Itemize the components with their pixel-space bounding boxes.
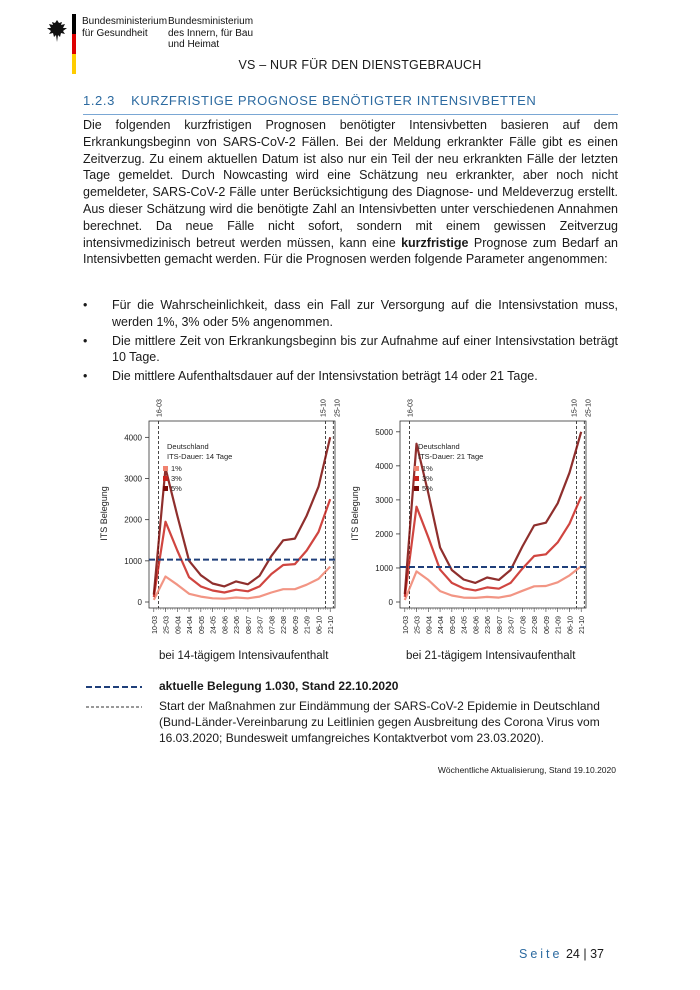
list-item <box>83 297 618 331</box>
y-axis-label: ITS Belegung <box>99 486 109 541</box>
chart-caption-14-days: bei 14-tägigem Intensivaufenthalt <box>159 650 329 662</box>
vline-label: 15-10 <box>571 399 579 417</box>
list-item-text: Die mittlere Zeit von Erkrankungsbeginn bis zur Aufnahme auf einer Intensivstation beträgt 10 Tage. <box>112 333 618 365</box>
section-heading <box>83 93 618 115</box>
legend-swatch <box>163 486 168 491</box>
vline-label: 16-03 <box>407 399 415 417</box>
classification-label: VS – NUR FÜR DEN DIENSTGEBRAUCH <box>238 58 482 72</box>
legend-label: 5% <box>171 484 182 493</box>
footer-seite-label: Seite <box>518 947 563 961</box>
bullet-icon: • <box>83 298 88 312</box>
x-tick-label: 10-03 <box>151 616 159 634</box>
vline-label: 25-10 <box>585 399 593 417</box>
x-tick-label: 09-04 <box>426 616 434 634</box>
section-number: 1.2.3 <box>83 93 115 108</box>
x-tick-label: 24-05 <box>461 616 469 634</box>
chart-inner-label: Deutschland <box>167 442 209 451</box>
x-tick-label: 06-10 <box>567 616 575 634</box>
vline-label: 15-10 <box>320 399 328 417</box>
x-tick-label: 08-06 <box>222 616 230 634</box>
ministry-interior-line: und Heimat <box>168 39 220 50</box>
footer-total-pages: 37 <box>590 947 604 961</box>
x-tick-label: 21-10 <box>579 616 587 634</box>
its-chart-14-days <box>95 395 345 645</box>
legend-swatch <box>414 466 419 471</box>
footer-separator: | <box>583 947 587 961</box>
list-item <box>83 368 618 385</box>
legend-current-occupancy <box>86 678 621 694</box>
x-tick-label: 07-08 <box>520 616 528 634</box>
x-tick-label: 09-05 <box>449 616 457 634</box>
legend-label: 3% <box>171 474 182 483</box>
x-tick-label: 24-05 <box>210 616 218 634</box>
ministry-interior-logo <box>168 16 253 51</box>
y-tick-label: 1000 <box>375 563 393 573</box>
ministry-health-line: Bundesministerium <box>82 16 168 27</box>
y-tick-label: 5000 <box>375 427 393 437</box>
page-footer <box>519 947 604 961</box>
x-tick-label: 22-08 <box>532 616 540 634</box>
ministry-interior-line: des Innern, für Bau <box>168 27 254 39</box>
series-line-1pct <box>405 566 581 600</box>
x-tick-label: 21-09 <box>304 616 312 634</box>
ministry-health-line: für Gesundheit <box>82 27 148 39</box>
x-tick-label: 06-09 <box>543 616 551 634</box>
x-tick-label: 06-10 <box>316 616 324 634</box>
legend-swatch <box>414 486 419 491</box>
ministry-health-logo <box>82 16 167 39</box>
y-tick-label: 2000 <box>375 529 393 539</box>
y-axis-label: ITS Belegung <box>350 486 360 541</box>
x-tick-label: 25-03 <box>163 616 171 634</box>
chart-caption-21-days: bei 21-tägigem Intensivaufenthalt <box>406 650 576 662</box>
legend-label: 3% <box>422 474 433 483</box>
legend-swatch <box>163 466 168 471</box>
bullet-icon: • <box>83 333 88 348</box>
x-tick-label: 09-04 <box>175 616 183 634</box>
paragraph-text: Prognose zum Bedarf an Intensivbetten gemacht werden. Für die Prognosen werden folgende Parameter angenommen: <box>83 235 618 267</box>
intro-paragraph <box>83 117 618 268</box>
x-tick-label: 24-04 <box>187 616 195 634</box>
paragraph-text: Die folgenden kurzfristigen Prognosen benötigter Intensivbetten basieren auf dem Erkrankungsbeginn von SARS-CoV-2 Fällen. Bei der Meldung erkrankter Fälle gibt es einen Zeitverzug. Zu einem aktuellen Datum ist also nur ein Teil der neu erkrankten Fälle der letzten Tage gemeldet. Durch Nowcasting wird eine Schätzung neu erkrankter, aber noch nicht gemeldeter, SARS-CoV-2 Fälle unter Berücksichtigung des Diagnose- und Meldeverzug erstellt. Aus dieser Schätzung wird die benötigte Zahl an Intensivbetten unter verschiedenen Annahmen berechnet. Da neue Fälle nicht sofort, sondern mit einem gewissen Zeitverzug intensivmedizinisch betreut werden müssen, kann eine <box>83 118 618 250</box>
x-tick-label: 07-08 <box>269 616 277 634</box>
paragraph-bold-term: kurzfristige <box>401 235 469 250</box>
list-item-text: Die mittlere Aufenthaltsdauer auf der Intensivstation beträgt 14 oder 21 Tage. <box>112 369 538 384</box>
x-tick-label: 10-03 <box>402 616 410 634</box>
x-tick-label: 25-03 <box>414 616 422 634</box>
y-tick-label: 0 <box>137 598 142 607</box>
legend-label: 5% <box>422 484 433 493</box>
x-tick-label: 06-09 <box>292 616 300 634</box>
y-tick-label: 0 <box>388 598 393 607</box>
ministry-interior-line: Bundesministerium <box>168 16 254 27</box>
vline-label: 16-03 <box>156 399 164 417</box>
x-tick-label: 23-07 <box>508 616 516 634</box>
legend-swatch <box>414 476 419 481</box>
flag-stripe-black <box>72 14 76 34</box>
y-tick-label: 3000 <box>124 474 142 484</box>
x-tick-label: 22-08 <box>281 616 289 634</box>
dashed-line-sample-icon <box>86 685 142 689</box>
federal-eagle-icon <box>44 18 70 44</box>
vline-label: 25-10 <box>334 399 342 417</box>
parameter-list <box>83 297 618 387</box>
y-tick-label: 4000 <box>124 433 142 443</box>
y-tick-label: 1000 <box>124 556 142 566</box>
its-chart-21-days <box>346 395 596 645</box>
list-item-text: Für die Wahrscheinlichkeit, dass ein Fall zur Versorgung auf die Intensivstation muss, werden 1%, 3% oder 5% angenommen. <box>112 298 618 329</box>
x-tick-label: 08-07 <box>245 616 253 634</box>
x-tick-label: 23-07 <box>257 616 265 634</box>
fine-dashed-line-sample-icon <box>86 705 142 709</box>
x-tick-label: 09-05 <box>198 616 206 634</box>
footer-page-number: 24 <box>565 947 580 961</box>
y-tick-label: 4000 <box>375 461 393 471</box>
chart-inner-label: ITS-Dauer: 21 Tage <box>418 452 484 461</box>
bullet-icon: • <box>83 369 88 384</box>
x-tick-label: 21-09 <box>555 616 563 634</box>
chart-inner-label: ITS-Dauer: 14 Tage <box>167 452 233 461</box>
legend-current-occupancy-text: aktuelle Belegung 1.030, Stand 22.10.2020 <box>159 679 399 693</box>
x-tick-label: 23-06 <box>485 616 493 634</box>
flag-stripe-red <box>72 34 76 54</box>
x-tick-label: 24-04 <box>438 616 446 634</box>
chart-inner-label: Deutschland <box>418 442 460 451</box>
legend-measures-start <box>86 698 621 746</box>
y-tick-label: 3000 <box>375 495 393 505</box>
x-tick-label: 08-06 <box>473 616 481 634</box>
x-tick-label: 23-06 <box>234 616 242 634</box>
legend-label: 1% <box>422 464 433 473</box>
list-item <box>83 333 618 367</box>
legend-label: 1% <box>171 464 182 473</box>
y-tick-label: 2000 <box>124 515 142 525</box>
legend-swatch <box>163 476 168 481</box>
legend-measures-start-text: Start der Maßnahmen zur Eindämmung der SARS-CoV-2 Epidemie in Deutschland (Bund-Länder-Vereinbarung zu Leitlinien gegen Ausbreitung des Corona Virus vom 16.03.2020; Bundesweit umfangreiches Kontaktverbot vom 23.03.2020). <box>159 699 600 745</box>
section-title: KURZFRISTIGE PROGNOSE BENÖTIGTER INTENSIVBETTEN <box>131 93 537 108</box>
update-note: Wöchentliche Aktualisierung, Stand 19.10.2020 <box>437 765 616 775</box>
x-tick-label: 08-07 <box>496 616 504 634</box>
x-tick-label: 21-10 <box>328 616 336 634</box>
